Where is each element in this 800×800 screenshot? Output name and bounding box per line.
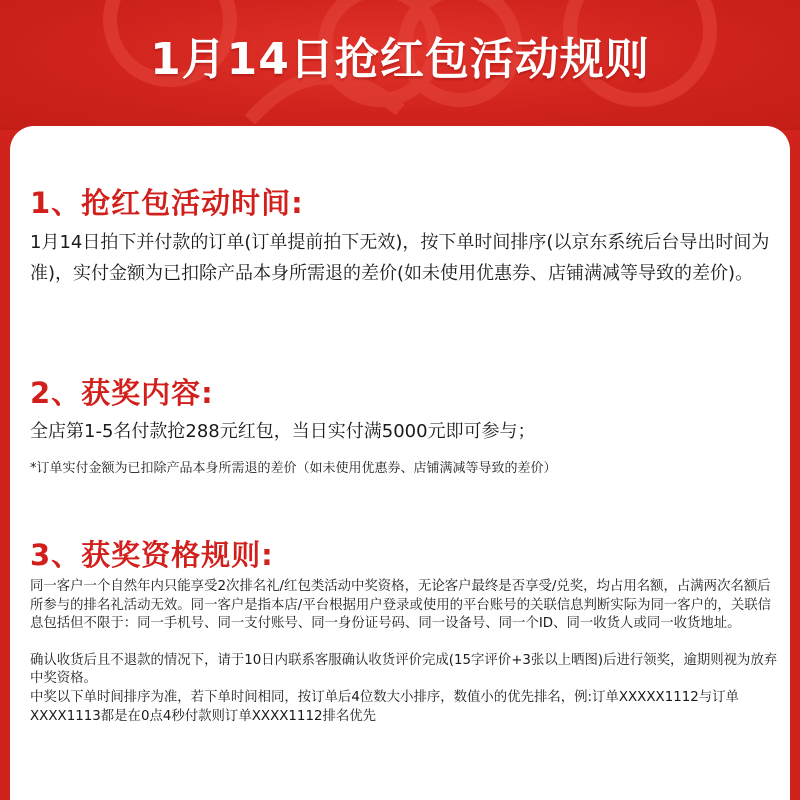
section-2-body: 全店第1-5名付款抢288元红包，当日实付满5000元即可参与； [30, 421, 536, 442]
section-3-rules [30, 578, 780, 726]
rules-card [10, 126, 790, 800]
rules-paragraph-2: 确认收货后且不退款的情况下，请于10日内联系客服确认收货评价完成(15字评价+3张以上晒图)后进行领奖，逾期则视为放弃中奖资格。 [30, 652, 778, 687]
rules-paragraph-3: 中奖以下单时间排序为准，若下单时间相同，按订单后4位数大小排序，数值小的优先排名，例:订单XXXXX1112与订单XXXX1113都是在0点4秒付款则订单XXXX1112排名优先 [30, 689, 739, 724]
header-banner [0, 0, 800, 130]
section-1-title: 1、抢红包活动时间: [30, 186, 304, 220]
section-1-body: 1月14日拍下并付款的订单(订单提前拍下无效)，按下单时间排序(以京东系统后台导出时间为准)，实付金额为已扣除产品本身所需退的差价(如未使用优惠券、店铺满减等导致的差价)。 [30, 232, 770, 284]
paragraph-gap [30, 634, 780, 652]
section-2-title: 2、获奖内容: [30, 376, 214, 410]
section-2-note: *订单实付金额为已扣除产品本身所需退的差价（如未使用优惠券、店铺满减等导致的差价） [30, 461, 557, 476]
rules-paragraph-1: 同一客户一个自然年内只能享受2次排名礼/红包类活动中奖资格，无论客户最终是否享受/兑奖，均占用名额，占满两次名额后所参与的排名礼活动无效。同一客户是指本店/平台根据用户登录或使用的平台账号的关联信息判断实际为同一客户的，关联信息包括但不限于：同一手机号、同一支付账号、同一身份证号码、同一设备号、同一个ID、同一收货人或同一收货地址。 [30, 579, 771, 632]
section-3-title: 3、获奖资格规则: [30, 538, 274, 572]
page-title: 1月14日抢红包活动规则 [150, 34, 650, 85]
